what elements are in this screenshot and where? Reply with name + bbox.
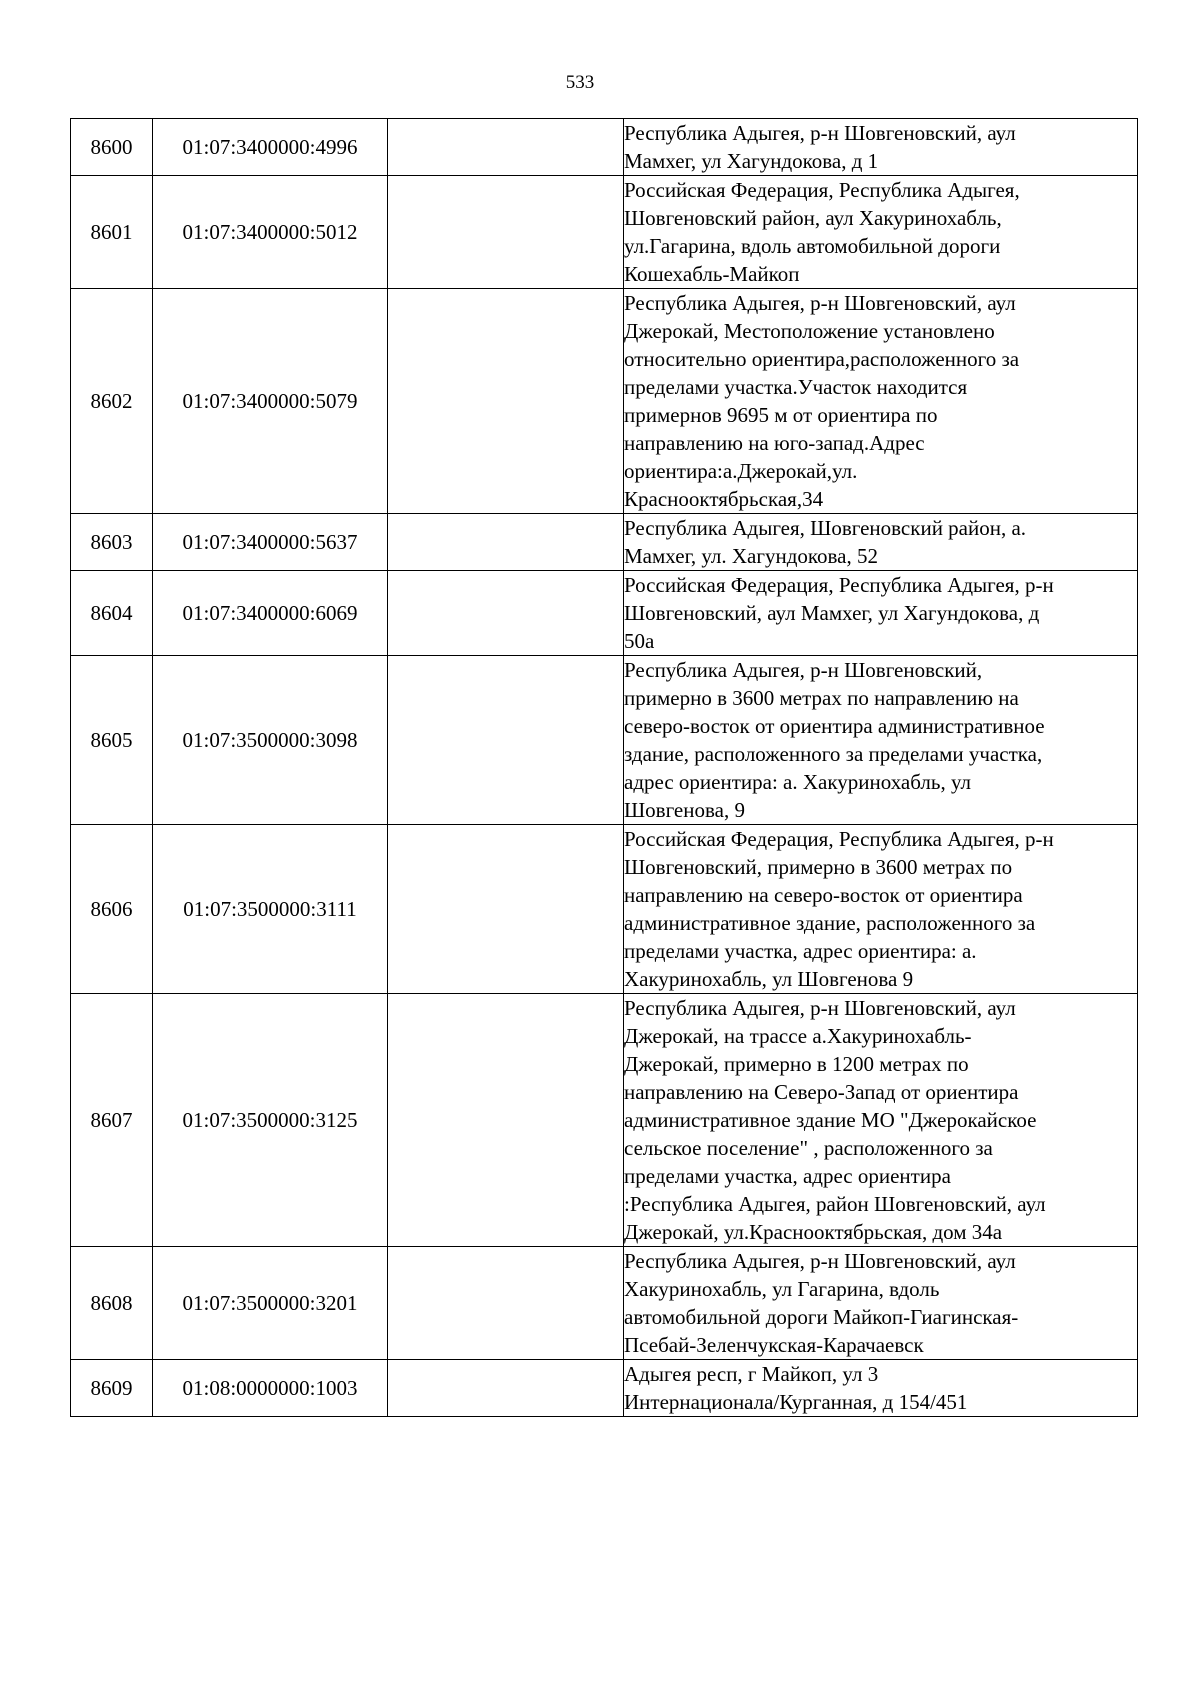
row-number-cell: 8601: [71, 176, 153, 289]
address-cell: [624, 656, 1138, 825]
address-line: Джерокай, примерно в 1200 метрах по: [624, 1052, 969, 1076]
land-registry-table: [70, 118, 1138, 1417]
table-row: [71, 1247, 1138, 1360]
empty-cell: [388, 1247, 624, 1360]
row-number-cell: 8608: [71, 1247, 153, 1360]
address-line: адрес ориентира: а. Хакуринохабль, ул: [624, 770, 972, 794]
empty-cell: [388, 1360, 624, 1417]
cadastral-number-cell: 01:07:3400000:5079: [153, 289, 388, 514]
cadastral-number-cell: 01:07:3400000:5012: [153, 176, 388, 289]
address-line: Республика Адыгея, р-н Шовгеновский, аул: [624, 291, 1016, 315]
row-number-cell: 8609: [71, 1360, 153, 1417]
address-line: Шовгеновский, примерно в 3600 метрах по: [624, 855, 1013, 879]
address-cell: [624, 994, 1138, 1247]
table-row: [71, 656, 1138, 825]
address-line: Республика Адыгея, р-н Шовгеновский, аул: [624, 996, 1016, 1020]
address-line: Джерокай, ул.Краснооктябрьская, дом 34а: [624, 1220, 1003, 1244]
address-line: относительно ориентира,расположенного за: [624, 347, 1020, 371]
table-row: [71, 994, 1138, 1247]
address-line: пределами участка, адрес ориентира: а.: [624, 939, 977, 963]
address-cell: [624, 1247, 1138, 1360]
address-line: Интернационала/Курганная, д 154/451: [624, 1390, 968, 1414]
cadastral-number-cell: 01:07:3500000:3098: [153, 656, 388, 825]
address-line: направлению на северо-восток от ориентира: [624, 883, 1023, 907]
address-line: Российская Федерация, Республика Адыгея, р-н: [624, 573, 1054, 597]
row-number-cell: 8603: [71, 514, 153, 571]
address-line: Шовгеновский, аул Мамхег, ул Хагундокова, д: [624, 601, 1040, 625]
empty-cell: [388, 656, 624, 825]
table-row: [71, 1360, 1138, 1417]
cadastral-number-cell: 01:07:3500000:3111: [153, 825, 388, 994]
address-line: :Республика Адыгея, район Шовгеновский, аул: [624, 1192, 1046, 1216]
address-line: примерно в 3600 метрах по направлению на: [624, 686, 1019, 710]
address-line: ориентира:а.Джерокай,ул.: [624, 459, 858, 483]
address-cell: [624, 176, 1138, 289]
row-number-cell: 8604: [71, 571, 153, 656]
address-line: Хакуринохабль, ул Гагарина, вдоль: [624, 1277, 940, 1301]
row-number-cell: 8607: [71, 994, 153, 1247]
row-number-cell: 8600: [71, 119, 153, 176]
empty-cell: [388, 825, 624, 994]
address-line: Шовгенова, 9: [624, 798, 745, 822]
table-row: [71, 514, 1138, 571]
address-line: Краснооктябрьская,34: [624, 487, 824, 511]
address-line: Республика Адыгея, Шовгеновский район, а.: [624, 516, 1027, 540]
address-cell: [624, 514, 1138, 571]
address-line: Шовгеновский район, аул Хакуринохабль,: [624, 206, 1002, 230]
address-cell: [624, 289, 1138, 514]
address-line: пределами участка, адрес ориентира: [624, 1164, 951, 1188]
cadastral-number-cell: 01:08:0000000:1003: [153, 1360, 388, 1417]
row-number-cell: 8606: [71, 825, 153, 994]
address-line: Российская Федерация, Республика Адыгея,: [624, 178, 1020, 202]
cadastral-number-cell: 01:07:3400000:6069: [153, 571, 388, 656]
row-number-cell: 8602: [71, 289, 153, 514]
address-line: северо-восток от ориентира административное: [624, 714, 1045, 738]
table-row: [71, 289, 1138, 514]
address-cell: [624, 119, 1138, 176]
address-line: направлению на Северо-Запад от ориентира: [624, 1080, 1019, 1104]
address-line: административное здание, расположенного за: [624, 911, 1036, 935]
address-line: Российская Федерация, Республика Адыгея, р-н: [624, 827, 1054, 851]
table-row: [71, 119, 1138, 176]
address-line: Адыгея респ, г Майкоп, ул 3: [624, 1362, 879, 1386]
empty-cell: [388, 994, 624, 1247]
address-line: ул.Гагарина, вдоль автомобильной дороги: [624, 234, 1001, 258]
address-line: примернов 9695 м от ориентира по: [624, 403, 938, 427]
address-line: административное здание МО "Джерокайское: [624, 1108, 1037, 1132]
empty-cell: [388, 571, 624, 656]
address-line: здание, расположенного за пределами участка,: [624, 742, 1043, 766]
row-number-cell: 8605: [71, 656, 153, 825]
empty-cell: [388, 514, 624, 571]
address-line: Республика Адыгея, р-н Шовгеновский,: [624, 658, 983, 682]
table-row: [71, 176, 1138, 289]
cadastral-number-cell: 01:07:3400000:4996: [153, 119, 388, 176]
table-row: [71, 571, 1138, 656]
address-line: Мамхег, ул. Хагундокова, 52: [624, 544, 878, 568]
cadastral-number-cell: 01:07:3500000:3125: [153, 994, 388, 1247]
address-line: Республика Адыгея, р-н Шовгеновский, аул: [624, 1249, 1016, 1273]
address-line: Республика Адыгея, р-н Шовгеновский, аул: [624, 121, 1016, 145]
address-line: пределами участка.Участок находится: [624, 375, 968, 399]
address-line: Джерокай, Местоположение установлено: [624, 319, 995, 343]
empty-cell: [388, 176, 624, 289]
cadastral-number-cell: 01:07:3400000:5637: [153, 514, 388, 571]
address-line: Мамхег, ул Хагундокова, д 1: [624, 149, 879, 173]
empty-cell: [388, 119, 624, 176]
address-line: Кошехабль-Майкоп: [624, 262, 800, 286]
address-line: Джерокай, на трассе а.Хакуринохабль-: [624, 1024, 972, 1048]
address-line: сельское поселение" , расположенного за: [624, 1136, 993, 1160]
address-cell: [624, 571, 1138, 656]
address-line: Хакуринохабль, ул Шовгенова 9: [624, 967, 914, 991]
table-row: [71, 825, 1138, 994]
address-line: направлению на юго-запад.Адрес: [624, 431, 925, 455]
address-line: 50а: [624, 629, 655, 653]
page-number: 533: [565, 72, 595, 93]
address-cell: [624, 825, 1138, 994]
empty-cell: [388, 289, 624, 514]
address-cell: [624, 1360, 1138, 1417]
address-line: Псебай-Зеленчукская-Карачаевск: [624, 1333, 924, 1357]
cadastral-number-cell: 01:07:3500000:3201: [153, 1247, 388, 1360]
address-line: автомобильной дороги Майкоп-Гиагинская-: [624, 1305, 1019, 1329]
table-body: [71, 119, 1138, 1417]
